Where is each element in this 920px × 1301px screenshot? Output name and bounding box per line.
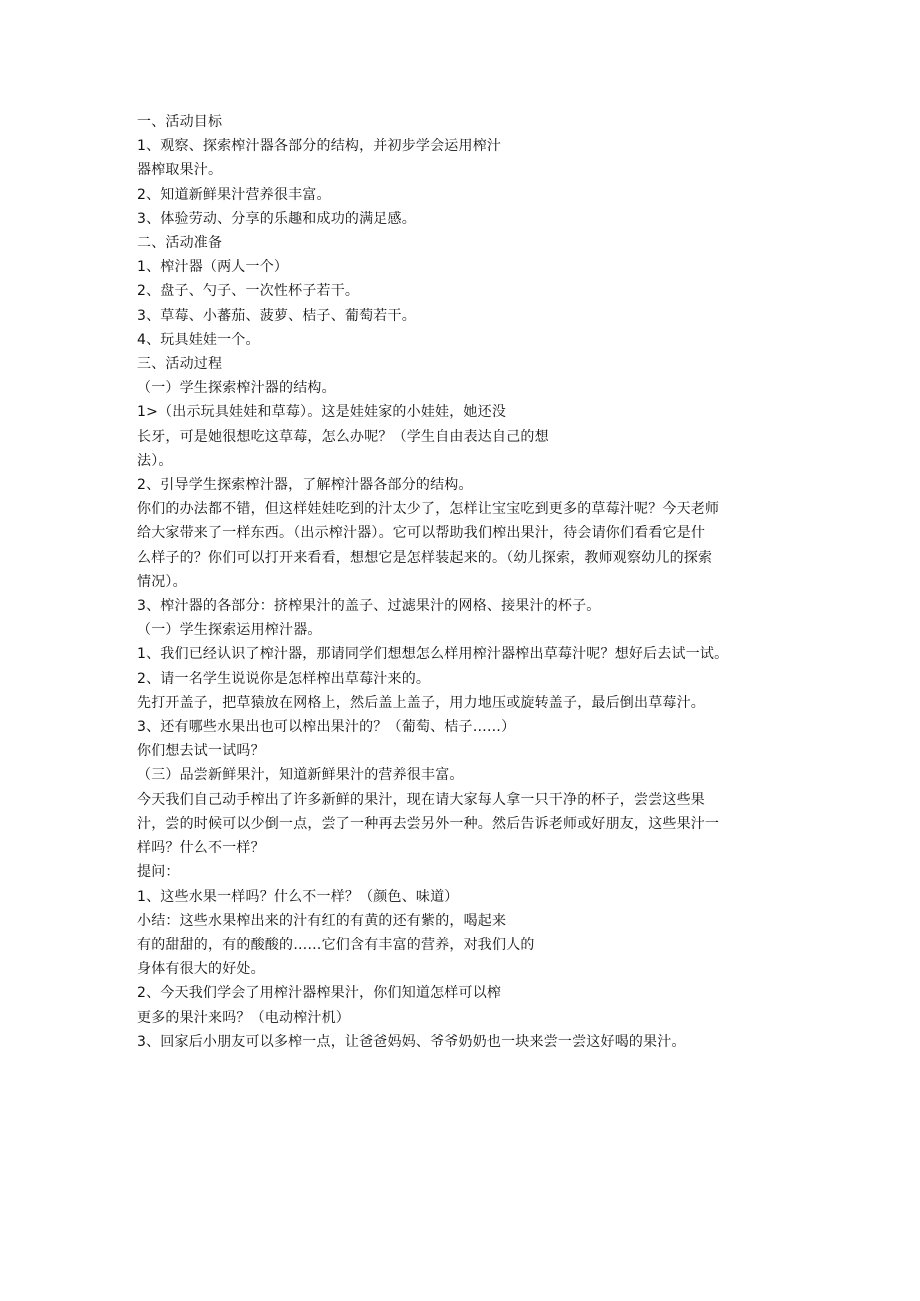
text-line: 更多的果汁来吗？（电动榨汁机） [137, 1009, 350, 1026]
text-line: 先打开盖子，把草猿放在网格上，然后盖上盖子，用力地压或旋转盖子，最后倒出草莓汁。 [137, 694, 705, 711]
text-line: 你们的办法都不错，但这样娃娃吃到的汁太少了，怎样让宝宝吃到更多的草莓汁呢？今天老师 [137, 501, 720, 518]
text-line: 给大家带来了一样东西。（出示榨汁器）。它可以帮助我们榨出果汁，待会请你们看看它是什 [137, 525, 706, 542]
text-line: 3、草莓、小蕃茄、菠萝、桔子、葡萄若干。 [137, 307, 416, 324]
text-line: 2、今天我们学会了用榨汁器榨果汁，你们知道怎样可以榨 [137, 985, 502, 1002]
text-line: 法）。 [137, 452, 173, 469]
text-line: 器榨取果汁。 [137, 162, 223, 179]
text-line: 有的甜甜的，有的酸酸的……它们含有丰富的营养，对我们人的 [137, 936, 535, 953]
text-line: 3、回家后小朋友可以多榨一点，让爸爸妈妈、爷爷奶奶也一块来尝一尝这好喝的果汁。 [137, 1033, 686, 1050]
text-line: 1、这些水果一样吗？什么不一样？（颜色、味道） [137, 888, 459, 905]
text-line: 汁，尝的时候可以少倒一点，尝了一种再去尝另外一种。然后告诉老师或好朋友，这些果汁一 [137, 815, 720, 832]
text-line: 3、榨汁器的各部分：挤榨果汁的盖子、过滤果汁的网格、接果汁的杯子。 [137, 598, 601, 615]
text-line: 情况）。 [137, 573, 187, 590]
text-line: 样吗？什么不一样？ [137, 840, 265, 857]
subsection-heading: （一）学生探索榨汁器的结构。 [137, 380, 336, 397]
subsection-heading: （三）品尝新鲜果汁，知道新鲜果汁的营养很丰富。 [137, 767, 464, 784]
text-line: 小结：这些水果榨出来的汁有红的有黄的还有紫的，喝起来 [137, 912, 507, 929]
subsection-heading: （一）学生探索运用榨汁器。 [137, 622, 322, 639]
text-line: 1、榨汁器（两人一个） [137, 259, 289, 276]
text-line: 2、引导学生探索榨汁器，了解榨汁器各部分的结构。 [137, 477, 473, 494]
text-line: 今天我们自己动手榨出了许多新鲜的果汁，现在请大家每人拿一只干净的杯子，尝尝这些果 [137, 791, 705, 808]
text-line: 2、知道新鲜果汁营养很丰富。 [137, 186, 331, 203]
text-line: 么样子的？你们可以打开来看看，想想它是怎样装起来的。（幼儿探索，教师观察幼儿的探索 [137, 549, 713, 566]
section-heading-process: 三、活动过程 [137, 356, 223, 373]
text-line: 长牙，可是她很想吃这草莓，怎么办呢？（学生自由表达自己的想 [137, 428, 549, 445]
text-line: 1、我们已经认识了榨汁器，那请同学们想想怎么样用榨汁器榨出草莓汁呢？想好后去试一试。 [137, 646, 729, 663]
text-line: 4、玩具娃娃一个。 [137, 331, 260, 348]
text-line: 1、观察、探索榨汁器各部分的结构，并初步学会运用榨汁 [137, 138, 502, 155]
text-line: 你们想去试一试吗？ [137, 743, 265, 760]
text-line: 提问： [137, 864, 180, 881]
text-line: 3、还有哪些水果出也可以榨出果汁的？（葡萄、桔子……） [137, 719, 516, 736]
text-line: 身体有很大的好处。 [137, 961, 265, 978]
text-line: 2、盘子、勺子、一次性杯子若干。 [137, 283, 360, 300]
section-heading-objectives: 一、活动目标 [137, 114, 223, 130]
text-line: 1>（出示玩具娃娃和草莓）。这是娃娃家的小娃娃，她还没 [137, 404, 507, 421]
text-line: 2、请一名学生说说你是怎样榨出草莓汁来的。 [137, 670, 431, 687]
text-line: 3、体验劳动、分享的乐趣和成功的满足感。 [137, 210, 416, 227]
document-body [137, 110, 797, 1054]
section-heading-preparation: 二、活动准备 [137, 235, 223, 252]
